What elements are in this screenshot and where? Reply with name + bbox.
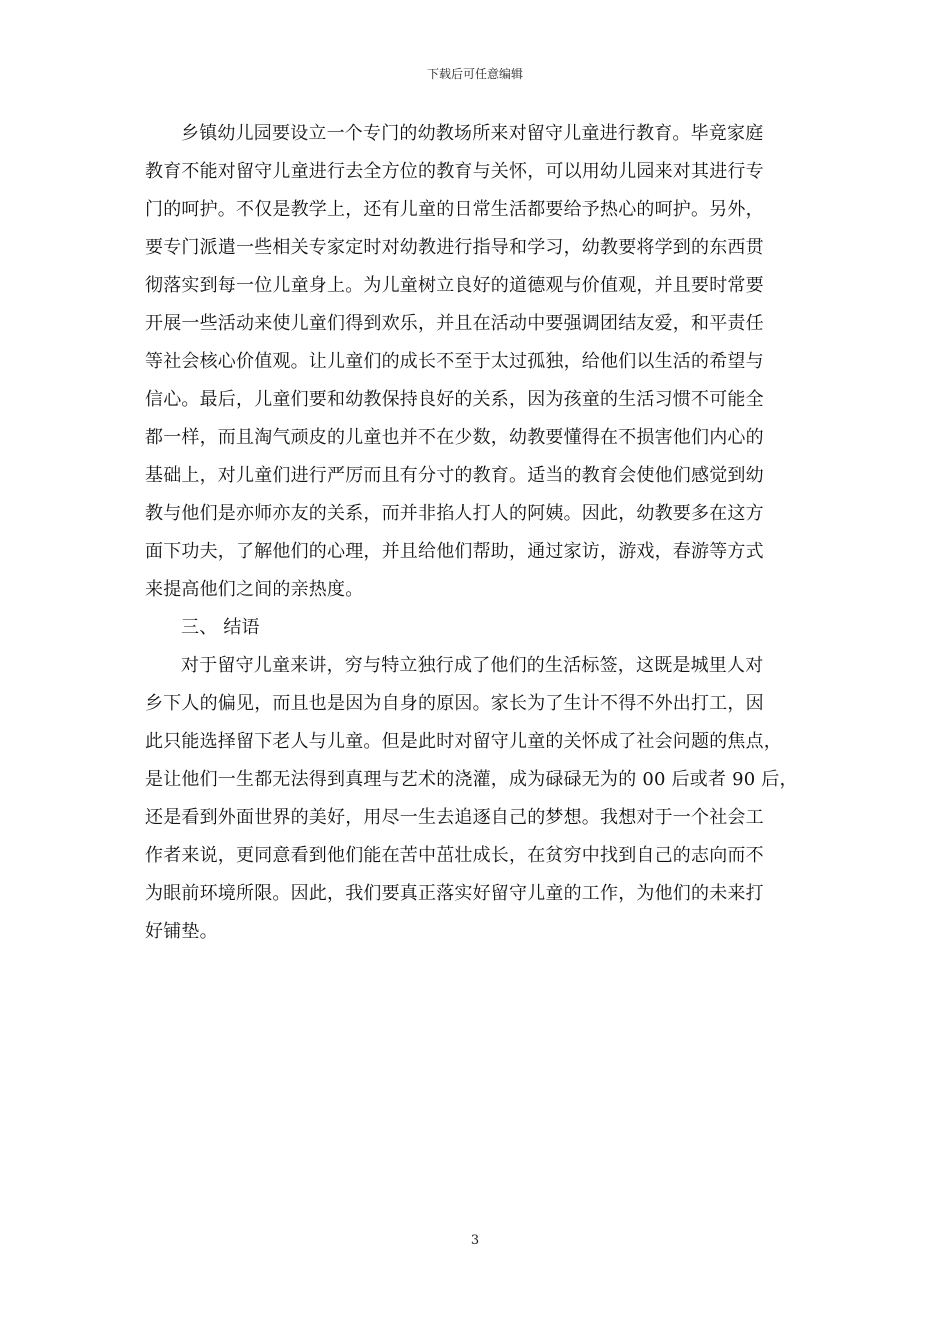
paragraph-1-line: 乡镇幼儿园要设立一个专门的幼教场所来对留守儿童进行教育。毕竟家庭 <box>181 123 764 144</box>
paragraph-2-line: 好铺垫。 <box>145 921 218 942</box>
paragraph-1-line: 信心。最后，儿童们要和幼教保持良好的关系，因为孩童的生活习惯不可能全 <box>145 389 764 410</box>
paragraph-1-line: 彻落实到每一位儿童身上。为儿童树立良好的道德观与价值观，并且要时常要 <box>145 275 764 296</box>
paragraph-2-line: 此只能选择留下老人与儿童。但是此时对留守儿童的关怀成了社会问题的焦点， <box>145 731 782 752</box>
paragraph-1-line: 面下功夫，了解他们的心理，并且给他们帮助，通过家访，游戏，春游等方式 <box>145 541 764 562</box>
paragraph-2-line: 为眼前环境所限。因此，我们要真正落实好留守儿童的工作，为他们的未来打 <box>145 883 764 904</box>
paragraph-2-line: 对于留守儿童来讲，穷与特立独行成了他们的生活标签，这既是城里人对 <box>181 655 764 676</box>
paragraph-2-line: 乡下人的偏见，而且也是因为自身的原因。家长为了生计不得不外出打工，因 <box>145 693 764 714</box>
paragraph-1-line: 开展一些活动来使儿童们得到欢乐，并且在活动中要强调团结友爱，和平责任 <box>145 313 764 334</box>
paragraph-1-line: 教与他们是亦师亦友的关系，而并非掐人打人的阿姨。因此，幼教要多在这方 <box>145 503 764 524</box>
page-header: 下载后可任意编辑 <box>426 67 523 81</box>
paragraph-2-line: 还是看到外面世界的美好，用尽一生去追逐自己的梦想。我想对于一个社会工 <box>145 807 764 828</box>
paragraph-1-line: 要专门派遣一些相关专家定时对幼教进行指导和学习，幼教要将学到的东西贯 <box>145 237 764 258</box>
paragraph-1-line: 门的呵护。不仅是教学上，还有儿童的日常生活都要给予热心的呵护。另外， <box>145 199 764 220</box>
paragraph-1-line: 教育不能对留守儿童进行去全方位的教育与关怀，可以用幼儿园来对其进行专 <box>145 161 764 182</box>
paragraph-2-line: 是让他们一生都无法得到真理与艺术的浇灌，成为碌碌无为的 00 后或者 90 后， <box>145 769 798 790</box>
paragraph-1-line: 都一样，而且淘气顽皮的儿童也并不在少数，幼教要懂得在不损害他们内心的 <box>145 427 764 448</box>
paragraph-1-line: 来提高他们之间的亲热度。 <box>145 579 364 600</box>
paragraph-2-line: 作者来说，更同意看到他们能在苦中茁壮成长，在贫穷中找到自己的志向而不 <box>145 845 764 866</box>
section-heading: 三、 结语 <box>181 617 260 638</box>
paragraph-1-line: 基础上，对儿童们进行严厉而且有分寸的教育。适当的教育会使他们感觉到幼 <box>145 465 764 486</box>
paragraph-1-line: 等社会核心价值观。让儿童们的成长不至于太过孤独，给他们以生活的希望与 <box>145 351 764 372</box>
page-number: 3 <box>470 1233 480 1248</box>
